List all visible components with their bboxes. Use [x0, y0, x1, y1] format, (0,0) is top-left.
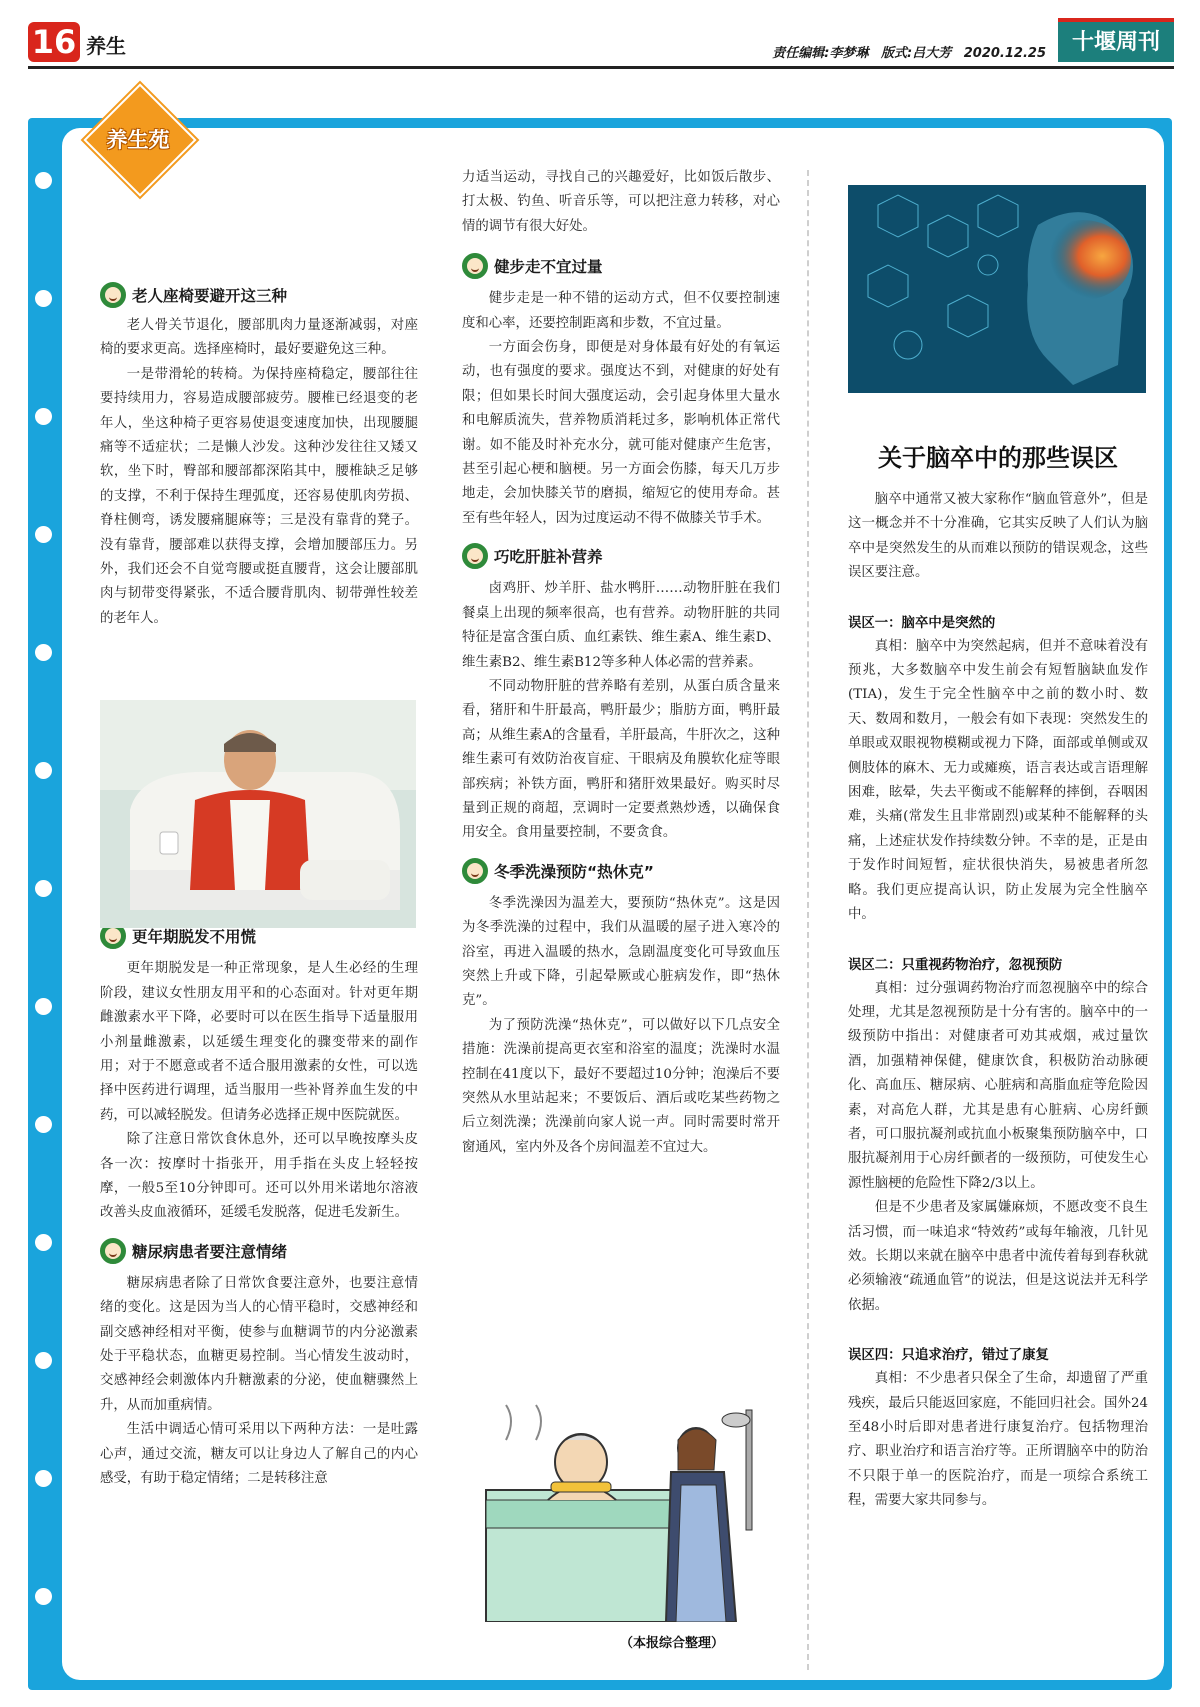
column-3 — [848, 488, 1148, 1514]
binder-hole — [35, 290, 52, 307]
section-badge-label: 养生苑 — [106, 128, 170, 152]
smiley-face-icon — [462, 253, 488, 279]
article-title: 老人座椅要避开这三种 — [100, 282, 418, 308]
page-number: 16 — [28, 22, 80, 62]
header-rule — [28, 66, 1174, 69]
article-title: 巧吃肝脏补营养 — [462, 543, 780, 569]
paragraph: 除了注意日常饮食休息外，还可以早晚按摩头皮各一次：按摩时十指张开，用手指在头皮上轻轻按摩，一般5至10分钟即可。还可以外用米诺地尔溶液改善头皮血液循环，延缓毛发脱落，促进毛发新生。 — [100, 1132, 418, 1221]
column-divider — [807, 170, 809, 1670]
brain-illustration — [848, 185, 1146, 393]
paragraph: 糖尿病患者除了日常饮食要注意外，也要注意情绪的变化。这是因为当人的心情平稳时，交感神经和副交感神经相对平衡，使参与血糖调节的内分泌激素处于平稳状态，血糖更易控制。当心情发生波动时，交感神经会刺激体内升糖激素的分泌，使血糖骤然上升，从而加重病情。 — [100, 1275, 418, 1413]
elderly-man-sofa-photo — [100, 700, 416, 928]
article-title: 健步走不宜过量 — [462, 253, 780, 279]
article-title: 糖尿病患者要注意情绪 — [100, 1238, 418, 1264]
article-title: 冬季洗澡预防“热休克” — [462, 858, 780, 884]
binder-hole — [35, 1352, 52, 1369]
credits — [764, 42, 1046, 61]
feature-title: 关于脑卒中的那些误区 — [878, 443, 1118, 472]
paragraph: 更年期脱发是一种正常现象，是人生必经的生理阶段，建议女性朋友用平和的心态面对。针对更年期雌激素水平下降，必要时可以在医生指导下适量服用小剂量雌激素，以延缓生理变化的骤变带来的副作用；对于不愿意或者不适合服用激素的女性，可以选择中医药进行调理，适当服用一些补肾养血生发的中药，可以减轻脱发。但请务必选择正规中医院就医。 — [100, 961, 418, 1123]
binder-hole — [35, 1470, 52, 1487]
smiley-face-icon — [462, 858, 488, 884]
issue-date: 2020.12.25 — [963, 46, 1046, 61]
binder-hole — [35, 762, 52, 779]
source-caption: （本报综合整理） — [620, 1636, 725, 1651]
paragraph: 脑卒中通常又被大家称作“脑血管意外”，但是这一概念并不十分准确，它其实反映了人们认为脑卒中是突然发生的从而难以预防的错误观念，这些误区要注意。 — [848, 492, 1148, 581]
smiley-face-icon — [100, 1238, 126, 1264]
myth-heading: 误区四：只追求治疗，错过了康复 — [848, 1348, 1049, 1364]
masthead-logo: 十堰周刊 — [1058, 18, 1174, 62]
editor-credit: 责任编辑:李梦琳 — [772, 46, 869, 61]
layout-credit: 版式:吕大芳 — [881, 46, 952, 61]
binder-hole — [35, 1234, 52, 1251]
myth-heading: 误区一：脑卒中是突然的 — [848, 615, 996, 631]
article-title: 更年期脱发不用慌 — [100, 923, 418, 949]
myth-heading: 误区二：只重视药物治疗，忽视预防 — [848, 957, 1063, 973]
binder-hole — [35, 644, 52, 661]
paragraph: 健步走是一种不错的运动方式，但不仅要控制速度和心率，还要控制距离和步数，不宜过量。 — [462, 291, 780, 331]
paragraph: 不同动物肝脏的营养略有差别，从蛋白质含量来看，猪肝和牛肝最高，鸭肝最少；脂肪方面，鸭肝最高；从维生素A的含量看，羊肝最高，牛肝次之，这种维生素可有效防治夜盲症、干眼病及角膜软化症等眼部疾病；补铁方面，鸭肝和猪肝效果最好。购买时尽量到正规的商超，烹调时一定要煮熟炒透，以确保食用安全。食用量要控制，不要贪食。 — [462, 678, 780, 841]
paragraph: 真相：过分强调药物治疗而忽视脑卒中的综合处理，尤其是忽视预防是十分有害的。脑卒中的一级预防中指出：对健康者可劝其戒烟，戒过量饮酒，加强精神保健，健康饮食，积极防治动脉硬化、高血压、糖尿病、心脏病和高脂血症等危险因素，对高危人群，尤其是患有心脏病、心房纤颤者，可口服抗凝剂或抗血小板聚集预防脑卒中，口服抗凝剂用于心房纤颤者的一级预防，可使发生心源性脑梗的危险性下降2/3以上。 — [848, 980, 1148, 1191]
paragraph: 一方面会伤身，即便是对身体最有好处的有氧运动，也有强度的要求。强度达不到，对健康的好处有限；但如果长时间大强度运动，会引起身体里大量水和电解质流失，营养物质消耗过多，影响机体正常代谢。如不能及时补充水分，就可能对健康产生危害，甚至引起心梗和脑梗。另一方面会伤膝，每天几万步地走，会加快膝关节的磨损，缩短它的使用寿命。甚至有些年轻人，因为过度运动不得不做膝关节手术。 — [462, 340, 780, 526]
paragraph: 力适当运动，寻找自己的兴趣爱好，比如饭后散步、打太极、钓鱼、听音乐等，可以把注意力转移，对心情的调节有很大好处。 — [462, 170, 780, 234]
section-name: 养生 — [86, 34, 126, 58]
binder-hole — [35, 998, 52, 1015]
binder-hole — [35, 408, 52, 425]
smiley-face-icon — [100, 282, 126, 308]
paragraph: 卤鸡肝、炒羊肝、盐水鸭肝……动物肝脏在我们餐桌上出现的频率很高，也有营养。动物肝脏的共同特征是富含蛋白质、血红素铁、维生素A、维生素D、维生素B2、维生素B12等多种人体必需的营养素。 — [462, 581, 780, 670]
paragraph: 真相：不少患者只保全了生命，却遗留了严重残疾，最后只能返回家庭，不能回归社会。国外24至48小时后即对患者进行康复治疗。包括物理治疗、职业治疗和语言治疗等。正所谓脑卒中的防治不只限于单一的医院治疗，而是一项综合系统工程，需要大家共同参与。 — [848, 1371, 1148, 1509]
bath-illustration — [466, 1400, 780, 1622]
binder-hole — [35, 1116, 52, 1133]
smiley-face-icon — [462, 543, 488, 569]
paragraph: 老人骨关节退化，腰部肌肉力量逐渐减弱，对座椅的要求更高。选择座椅时，最好要避免这三种。 — [100, 318, 418, 358]
binder-hole — [35, 880, 52, 897]
paragraph: 但是不少患者及家属嫌麻烦，不愿改变不良生活习惯，而一味追求“特效药”或每年输液，几针见效。长期以来就在脑卒中患者中流传着每到春秋就必须输液“疏通血管”的说法，但是这说法并无科学依据。 — [848, 1200, 1148, 1313]
binder-hole — [35, 526, 52, 543]
paragraph: 生活中调适心情可采用以下两种方法：一是吐露心声，通过交流，糖友可以让身边人了解自己的内心感受，有助于稳定情绪；二是转移注意 — [100, 1422, 418, 1486]
paragraph: 冬季洗澡因为温差大，要预防“热休克”。这是因为冬季洗澡的过程中，我们从温暖的屋子进入寒冷的浴室，再进入温暖的热水，急剧温度变化可导致血压突然上升或下降，引起晕厥或心脏病发作，即“热休克”。 — [462, 895, 780, 1009]
paragraph: 为了预防洗澡“热休克”，可以做好以下几点安全措施：洗澡前提高更衣室和浴室的温度；洗澡时水温控制在41度以下，最好不要超过10分钟；泡澡后不要突然从水里站起来；不要饭后、酒后或吃某些药物之后立刻洗澡；洗澡前向家人说一声。同时需要时常开窗通风，室内外及各个房间温差不宜过大。 — [462, 1017, 780, 1155]
binder-hole — [35, 1588, 52, 1605]
page-header — [28, 18, 1174, 68]
paragraph: 一是带滑轮的转椅。为保持座椅稳定，腰部往往要持续用力，容易造成腰部疲劳。腰椎已经退变的老年人，坐这种椅子更容易使退变速度加快，出现腰腿痛等不适症状；二是懒人沙发。这种沙发往往又矮又软，坐下时，臀部和腰部都深陷其中，腰椎缺乏足够的支撑，不利于保持生理弧度，还容易使肌肉劳损、脊柱侧弯，诱发腰痛腿麻等；三是没有靠背的凳子。没有靠背，腰部难以获得支撑，会增加腰部压力。另外，我们还会不自觉弯腰或挺直腰背，这会让腰部肌肉与韧带变得紧张，不适合腰背肌肉、韧带弹性较差的老年人。 — [100, 366, 418, 626]
column-2 — [462, 166, 780, 1160]
binder-hole — [35, 172, 52, 189]
paragraph: 真相：脑卒中为突然起病，但并不意味着没有预兆，大多数脑卒中发生前会有短暂脑缺血发作(TIA)，发生于完全性脑卒中之前的数小时、数天、数周和数月，一般会有如下表现：突然发生的单眼或双眼视物模糊或视力下降，面部或单侧或双侧肢体的麻木、无力或瘫痪，语言表达或言语理解困难，眩晕，失去平衡或不能解释的摔倒，吞咽困难，头痛(常发生且非常剧烈)或某种不能解释的头痛，上述症状发作持续数分钟。不幸的是，正是由于发作时间短暂，症状很快消失，易被患者所忽略。我们更应提高认识，防止发展为完全性脑卒中。 — [848, 638, 1148, 923]
